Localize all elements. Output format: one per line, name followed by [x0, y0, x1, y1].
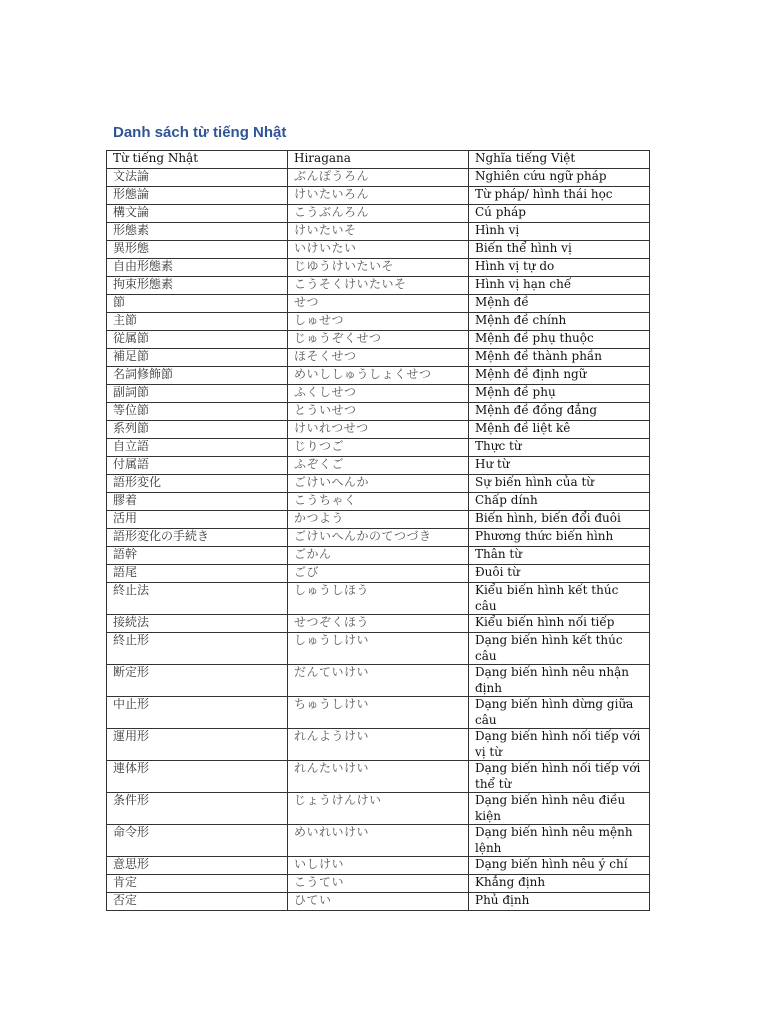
table-row: [107, 169, 650, 187]
japanese-word-cell: 自由形態素: [107, 259, 288, 277]
vietnamese-meaning-cell: Hình vị hạn chế: [469, 277, 650, 295]
vietnamese-meaning-cell: Dạng biến hình dừng giữa câu: [469, 697, 650, 729]
vietnamese-meaning-cell: Từ pháp/ hình thái học: [469, 187, 650, 205]
vietnamese-meaning-cell: Thực từ: [469, 439, 650, 457]
vietnamese-meaning-cell: Nghiên cứu ngữ pháp: [469, 169, 650, 187]
hiragana-cell: れんたいけい: [288, 761, 469, 793]
hiragana-cell: ひてい: [288, 893, 469, 911]
hiragana-cell: じょうけんけい: [288, 793, 469, 825]
japanese-word-cell: 語幹: [107, 547, 288, 565]
vietnamese-meaning-cell: Mệnh đề: [469, 295, 650, 313]
hiragana-cell: ほそくせつ: [288, 349, 469, 367]
hiragana-cell: けいれつせつ: [288, 421, 469, 439]
japanese-word-cell: 節: [107, 295, 288, 313]
table-row: [107, 205, 650, 223]
table-row: [107, 241, 650, 259]
table-row: [107, 277, 650, 295]
japanese-word-cell: 意思形: [107, 857, 288, 875]
table-row: [107, 493, 650, 511]
table-row: [107, 615, 650, 633]
japanese-word-cell: 付属語: [107, 457, 288, 475]
table-row: [107, 875, 650, 893]
hiragana-cell: いけいたい: [288, 241, 469, 259]
japanese-word-cell: 連体形: [107, 761, 288, 793]
header-hiragana: Hiragana: [288, 151, 469, 169]
japanese-word-cell: 従属節: [107, 331, 288, 349]
table-row: [107, 421, 650, 439]
table-row: [107, 761, 650, 793]
hiragana-cell: ごかん: [288, 547, 469, 565]
vietnamese-meaning-cell: Dạng biến hình nêu mệnh lệnh: [469, 825, 650, 857]
table-row: [107, 475, 650, 493]
vietnamese-meaning-cell: Mệnh đề thành phần: [469, 349, 650, 367]
hiragana-cell: こうちゃく: [288, 493, 469, 511]
japanese-word-cell: 語形変化: [107, 475, 288, 493]
table-row: [107, 367, 650, 385]
hiragana-cell: ごけいへんか: [288, 475, 469, 493]
japanese-word-cell: 語形変化の手続き: [107, 529, 288, 547]
vietnamese-meaning-cell: Mệnh đề đồng đẳng: [469, 403, 650, 421]
table-row: [107, 729, 650, 761]
hiragana-cell: めいししゅうしょくせつ: [288, 367, 469, 385]
hiragana-cell: ちゅうしけい: [288, 697, 469, 729]
table-row: [107, 439, 650, 457]
vocabulary-table: [106, 150, 650, 911]
document-title: Danh sách từ tiếng Nhật: [113, 124, 287, 141]
japanese-word-cell: 運用形: [107, 729, 288, 761]
hiragana-cell: しゅせつ: [288, 313, 469, 331]
vietnamese-meaning-cell: Mệnh đề chính: [469, 313, 650, 331]
header-japanese-word: Từ tiếng Nhật: [107, 151, 288, 169]
hiragana-cell: しゅうしけい: [288, 633, 469, 665]
japanese-word-cell: 構文論: [107, 205, 288, 223]
japanese-word-cell: 等位節: [107, 403, 288, 421]
vietnamese-meaning-cell: Đuôi từ: [469, 565, 650, 583]
japanese-word-cell: 補足節: [107, 349, 288, 367]
japanese-word-cell: 肯定: [107, 875, 288, 893]
japanese-word-cell: 語尾: [107, 565, 288, 583]
japanese-word-cell: 活用: [107, 511, 288, 529]
header-vietnamese-meaning: Nghĩa tiếng Việt: [469, 151, 650, 169]
table-row: [107, 583, 650, 615]
vietnamese-meaning-cell: Cú pháp: [469, 205, 650, 223]
table-row: [107, 511, 650, 529]
vietnamese-meaning-cell: Hư từ: [469, 457, 650, 475]
table-row: [107, 857, 650, 875]
hiragana-cell: じりつご: [288, 439, 469, 457]
table-row: [107, 349, 650, 367]
hiragana-cell: しゅうしほう: [288, 583, 469, 615]
vietnamese-meaning-cell: Dạng biến hình nêu nhận định: [469, 665, 650, 697]
japanese-word-cell: 拘束形態素: [107, 277, 288, 295]
japanese-word-cell: 命令形: [107, 825, 288, 857]
vietnamese-meaning-cell: Dạng biến hình kết thúc câu: [469, 633, 650, 665]
japanese-word-cell: 断定形: [107, 665, 288, 697]
table-row: [107, 223, 650, 241]
hiragana-cell: じゅうぞくせつ: [288, 331, 469, 349]
vietnamese-meaning-cell: Sự biến hình của từ: [469, 475, 650, 493]
vietnamese-meaning-cell: Dạng biến hình nêu điều kiện: [469, 793, 650, 825]
table-body: [107, 169, 650, 911]
vietnamese-meaning-cell: Mệnh đề phụ: [469, 385, 650, 403]
table-row: [107, 633, 650, 665]
japanese-word-cell: 中止形: [107, 697, 288, 729]
table-row: [107, 295, 650, 313]
table-row: [107, 547, 650, 565]
hiragana-cell: ふぞくご: [288, 457, 469, 475]
vietnamese-meaning-cell: Thân từ: [469, 547, 650, 565]
japanese-word-cell: 膠着: [107, 493, 288, 511]
table-row: [107, 385, 650, 403]
vietnamese-meaning-cell: Phương thức biến hình: [469, 529, 650, 547]
table-row: [107, 259, 650, 277]
table-row: [107, 187, 650, 205]
vietnamese-meaning-cell: Dạng biến hình nối tiếp với vị từ: [469, 729, 650, 761]
japanese-word-cell: 文法論: [107, 169, 288, 187]
table-row: [107, 893, 650, 911]
hiragana-cell: こうてい: [288, 875, 469, 893]
vietnamese-meaning-cell: Hình vị: [469, 223, 650, 241]
hiragana-cell: こうそくけいたいそ: [288, 277, 469, 295]
hiragana-cell: じゆうけいたいそ: [288, 259, 469, 277]
hiragana-cell: ごけいへんかのてつづき: [288, 529, 469, 547]
vietnamese-meaning-cell: Dạng biến hình nêu ý chí: [469, 857, 650, 875]
japanese-word-cell: 否定: [107, 893, 288, 911]
table-row: [107, 457, 650, 475]
japanese-word-cell: 異形態: [107, 241, 288, 259]
japanese-word-cell: 終止法: [107, 583, 288, 615]
japanese-word-cell: 接続法: [107, 615, 288, 633]
vietnamese-meaning-cell: Dạng biến hình nối tiếp với thể từ: [469, 761, 650, 793]
table-row: [107, 697, 650, 729]
table-row: [107, 825, 650, 857]
table-header-row: [107, 151, 650, 169]
japanese-word-cell: 主節: [107, 313, 288, 331]
vietnamese-meaning-cell: Biến thể hình vị: [469, 241, 650, 259]
table-row: [107, 313, 650, 331]
vietnamese-meaning-cell: Chấp dính: [469, 493, 650, 511]
japanese-word-cell: 副詞節: [107, 385, 288, 403]
japanese-word-cell: 自立語: [107, 439, 288, 457]
vietnamese-meaning-cell: Kiểu biến hình nối tiếp: [469, 615, 650, 633]
table-row: [107, 665, 650, 697]
table-row: [107, 331, 650, 349]
vietnamese-meaning-cell: Mệnh đề định ngữ: [469, 367, 650, 385]
hiragana-cell: いしけい: [288, 857, 469, 875]
hiragana-cell: せつぞくほう: [288, 615, 469, 633]
hiragana-cell: めいれいけい: [288, 825, 469, 857]
hiragana-cell: とういせつ: [288, 403, 469, 421]
japanese-word-cell: 終止形: [107, 633, 288, 665]
japanese-word-cell: 系列節: [107, 421, 288, 439]
table-row: [107, 403, 650, 421]
hiragana-cell: ぶんぽうろん: [288, 169, 469, 187]
table-row: [107, 793, 650, 825]
vietnamese-meaning-cell: Mệnh đề phụ thuộc: [469, 331, 650, 349]
vietnamese-meaning-cell: Khẳng định: [469, 875, 650, 893]
table-row: [107, 529, 650, 547]
japanese-word-cell: 名詞修飾節: [107, 367, 288, 385]
hiragana-cell: れんようけい: [288, 729, 469, 761]
hiragana-cell: せつ: [288, 295, 469, 313]
japanese-word-cell: 形態論: [107, 187, 288, 205]
vietnamese-meaning-cell: Phủ định: [469, 893, 650, 911]
vietnamese-meaning-cell: Kiểu biến hình kết thúc câu: [469, 583, 650, 615]
hiragana-cell: けいたいろん: [288, 187, 469, 205]
vietnamese-meaning-cell: Biến hình, biến đổi đuôi: [469, 511, 650, 529]
japanese-word-cell: 条件形: [107, 793, 288, 825]
hiragana-cell: ごび: [288, 565, 469, 583]
table-row: [107, 565, 650, 583]
hiragana-cell: こうぶんろん: [288, 205, 469, 223]
vietnamese-meaning-cell: Mệnh đề liệt kê: [469, 421, 650, 439]
japanese-word-cell: 形態素: [107, 223, 288, 241]
hiragana-cell: だんていけい: [288, 665, 469, 697]
hiragana-cell: かつよう: [288, 511, 469, 529]
vietnamese-meaning-cell: Hình vị tự do: [469, 259, 650, 277]
hiragana-cell: けいたいそ: [288, 223, 469, 241]
hiragana-cell: ふくしせつ: [288, 385, 469, 403]
